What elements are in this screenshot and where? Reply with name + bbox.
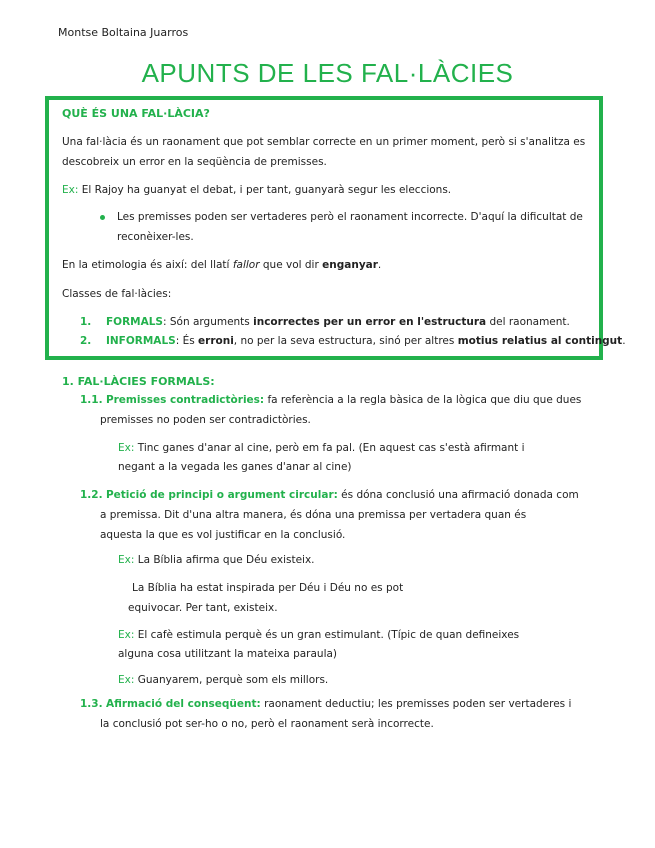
s12-ex2-line-2: alguna cosa utilitzant la mateixa paraula) (118, 648, 338, 660)
box-example (62, 180, 451, 200)
example-text: El Rajoy ha guanyat el debat, i per tant, guanyarà segur les eleccions. (81, 184, 452, 196)
formal-item (80, 312, 570, 332)
box-bullet (100, 207, 583, 227)
s11-num: 1.1. (80, 394, 103, 406)
author-name: Montse Boltaina Juarros (58, 26, 189, 39)
s12-ex3-label: Ex: (118, 674, 135, 686)
s12-line-1 (80, 485, 579, 505)
s11-text-1: fa referència a la regla bàsica de la lògica que diu que dues (267, 394, 582, 406)
s12-example-3 (118, 670, 328, 690)
s12-example-2 (118, 625, 519, 645)
s11-ex-line-1: Tinc ganes d'anar al cine, però em fa pal. (En aquest cas s'està afirmant i (137, 442, 525, 454)
s13-num: 1.3. (80, 698, 103, 710)
informal-bold-2: motius relatius al contingut (457, 335, 623, 347)
s13-title: Afirmació del conseqüent: (105, 698, 261, 710)
formal-label: FORMALS (105, 316, 163, 328)
s11-example (118, 438, 525, 458)
informal-mid: , no per la seva estructura, sinó per altres (233, 335, 455, 347)
etym-end: . (377, 259, 382, 271)
etym-bold: enganyar (322, 259, 378, 271)
s12-ex1-label: Ex: (118, 554, 135, 566)
s12-ex1-text: La Bíblia afirma que Déu existeix. (137, 554, 315, 566)
informal-end: . (622, 335, 626, 347)
etym-pre: En la etimologia és així: del llatí (62, 259, 230, 271)
s13-line-2: la conclusió pot ser-ho o no, però el raonament serà incorrecte. (100, 718, 434, 730)
s12-text-1: és dóna conclusió una afirmació donada com (341, 489, 579, 501)
s13-text-1: raonament deductiu; les premisses poden ser vertaderes i (264, 698, 572, 710)
s12-ex3-text: Guanyarem, perquè som els millors. (137, 674, 329, 686)
formal-end: del raonament. (489, 316, 570, 328)
informal-item (80, 331, 626, 351)
s12-line-2: a premissa. Dit d'una altra manera, és dóna una premissa per vertadera quan és (100, 509, 527, 521)
bullet-dot (100, 215, 105, 220)
etym-mid: que vol dir (262, 259, 319, 271)
formal-num: 1. (80, 316, 92, 328)
s11-line-1 (80, 390, 581, 410)
s12-ex2-label: Ex: (118, 629, 135, 641)
informal-num: 2. (80, 335, 92, 347)
etym-word: fallor (232, 259, 260, 271)
page-title: APUNTS DE LES FAL·LÀCIES (141, 58, 514, 88)
s12-line-3: aquesta la que es vol justificar en la conclusió. (100, 529, 346, 541)
formal-bold: incorrectes per un error en l'estructura (253, 316, 487, 328)
informal-pre: : És (175, 335, 195, 347)
definition-line-2: descobreix un error en la seqüència de premisses. (62, 156, 327, 168)
formal-pre: : Són arguments (163, 316, 250, 328)
definition-line-1: Una fal·làcia és un raonament que pot semblar correcte en un primer moment, però si s'analitza es (62, 136, 586, 148)
s12-num: 1.2. (80, 489, 103, 501)
bullet-line-2: reconèixer-les. (117, 231, 194, 243)
informal-label: INFORMALS (105, 335, 176, 347)
s12-title: Petició de principi o argument circular: (105, 489, 338, 501)
s11-line-2: premisses no poden ser contradictòries. (100, 414, 311, 426)
box-heading: QUÈ ÉS UNA FAL·LÀCIA? (62, 107, 210, 120)
s11-ex-label: Ex: (118, 442, 135, 454)
s12-ex1-cont-2: equivocar. Per tant, existeix. (128, 602, 278, 614)
example-label: Ex: (62, 184, 79, 196)
s11-title: Premisses contradictòries: (105, 394, 265, 406)
informal-bold-1: erroni (198, 335, 234, 347)
s12-ex1-cont-1: La Bíblia ha estat inspirada per Déu i Déu no es pot (132, 582, 404, 594)
s11-ex-line-2: negant a la vegada les ganes d'anar al cine) (118, 461, 352, 473)
classes-label: Classes de fal·làcies: (62, 288, 172, 300)
s13-line-1 (80, 694, 571, 714)
bullet-line-1: Les premisses poden ser vertaderes però el raonament incorrecte. D'aquí la dificultat de (117, 211, 583, 223)
section-1-heading: 1. FAL·LÀCIES FORMALS: (62, 375, 215, 388)
s12-ex2-line-1: El cafè estimula perquè és un gran estimulant. (Típic de quan defineixes (137, 629, 520, 641)
s12-example-1 (118, 550, 315, 570)
etymology-line (62, 255, 381, 275)
